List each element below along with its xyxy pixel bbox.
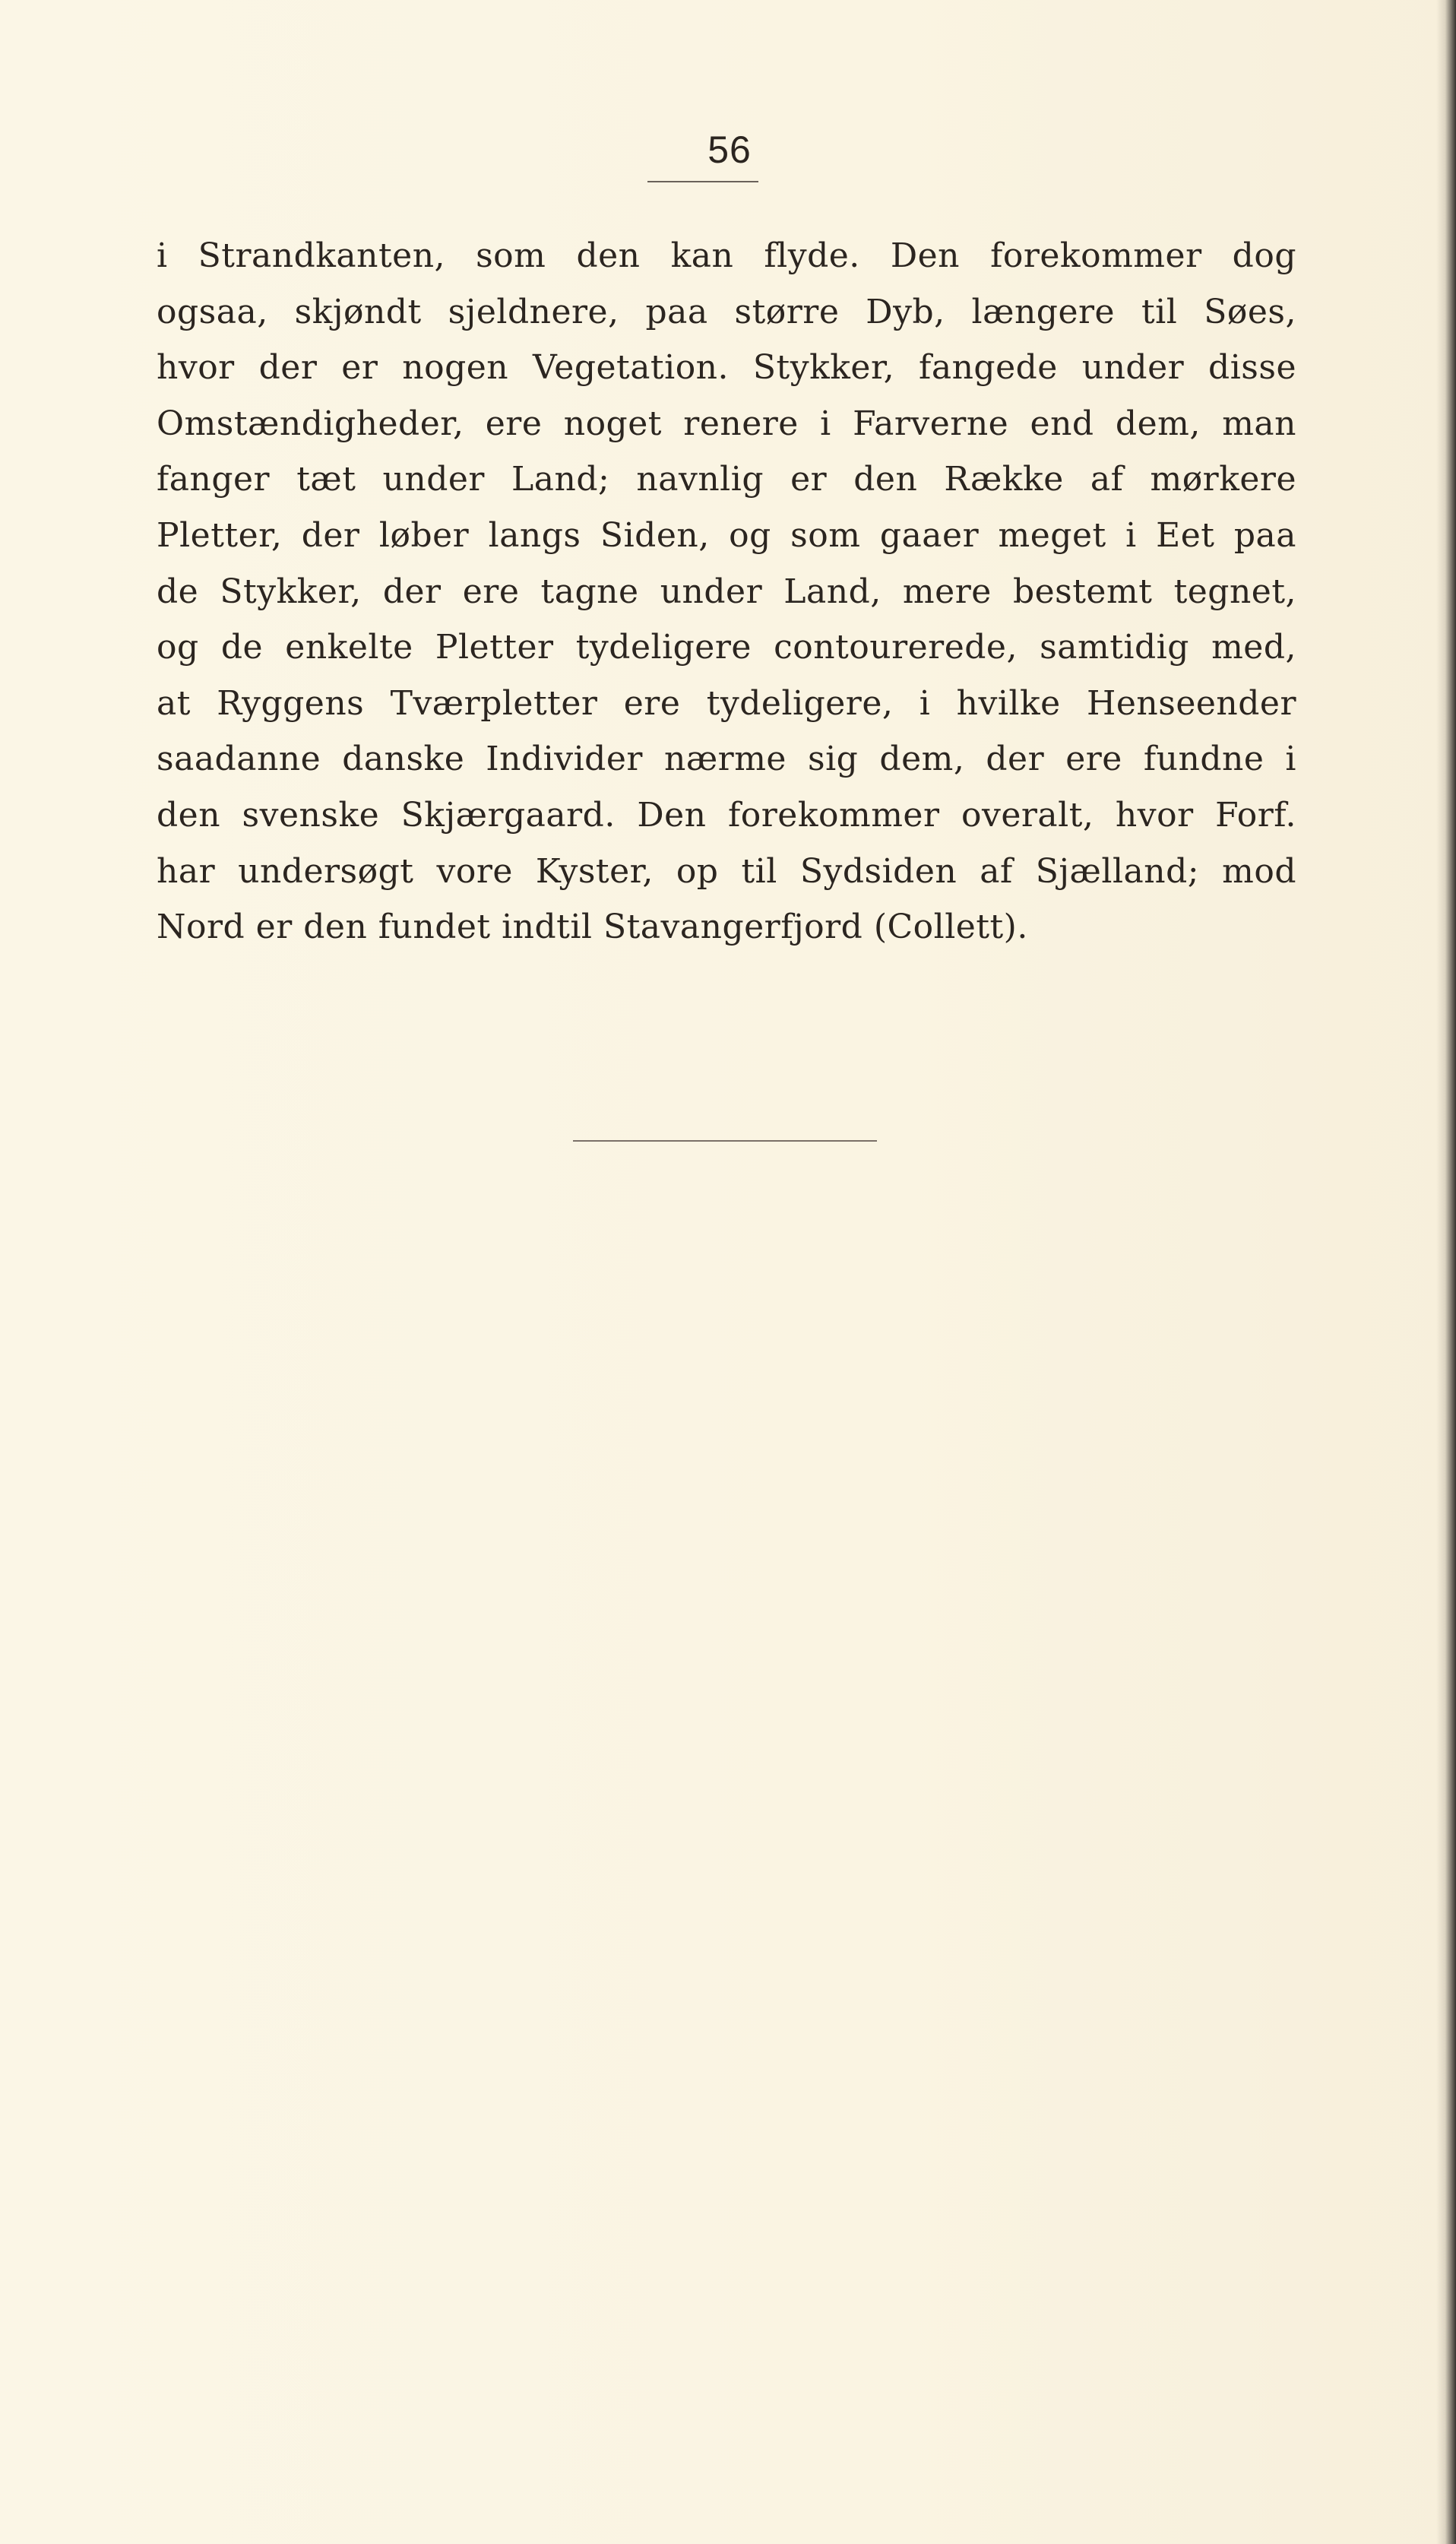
text-line: har undersøgt vore Kyster, op til Sydsiden af Sjælland; mod — [157, 851, 1296, 891]
text-line: Pletter, der løber langs Siden, og som gaaer meget i Eet paa — [157, 515, 1296, 555]
text-line: den svenske Skjærgaard. Den forekommer overalt, hvor Forf. — [157, 795, 1296, 835]
page-number: 56 — [707, 128, 752, 171]
section-end-rule — [573, 1140, 877, 1142]
text-line: de Stykker, der ere tagne under Land, mere bestemt tegnet, — [157, 572, 1296, 611]
body-paragraph — [157, 228, 1296, 955]
text-line: saadanne danske Individer nærme sig dem, der ere fundne i — [157, 740, 1296, 779]
text-line: ogsaa, skjøndt sjeldnere, paa større Dyb, længere til Søes, — [157, 292, 1296, 331]
text-line: og de enkelte Pletter tydeligere contourerede, samtidig med, — [157, 628, 1296, 667]
text-line: fanger tæt under Land; navnlig er den Række af mørkere — [157, 460, 1296, 499]
text-line: i Strandkanten, som den kan flyde. Den forekommer dog — [157, 236, 1296, 275]
text-line: hvor der er nogen Vegetation. Stykker, fangede under disse — [157, 348, 1296, 388]
page-number-rule — [647, 181, 758, 182]
text-line: at Ryggens Tværpletter ere tydeligere, i hvilke Henseender — [157, 683, 1296, 723]
page-edge-shadow — [1436, 0, 1456, 2544]
text-line: Omstændigheder, ere noget renere i Farverne end dem, man — [157, 404, 1296, 443]
text-line-last: Nord er den fundet indtil Stavangerfjord (Collett). — [157, 908, 1028, 947]
